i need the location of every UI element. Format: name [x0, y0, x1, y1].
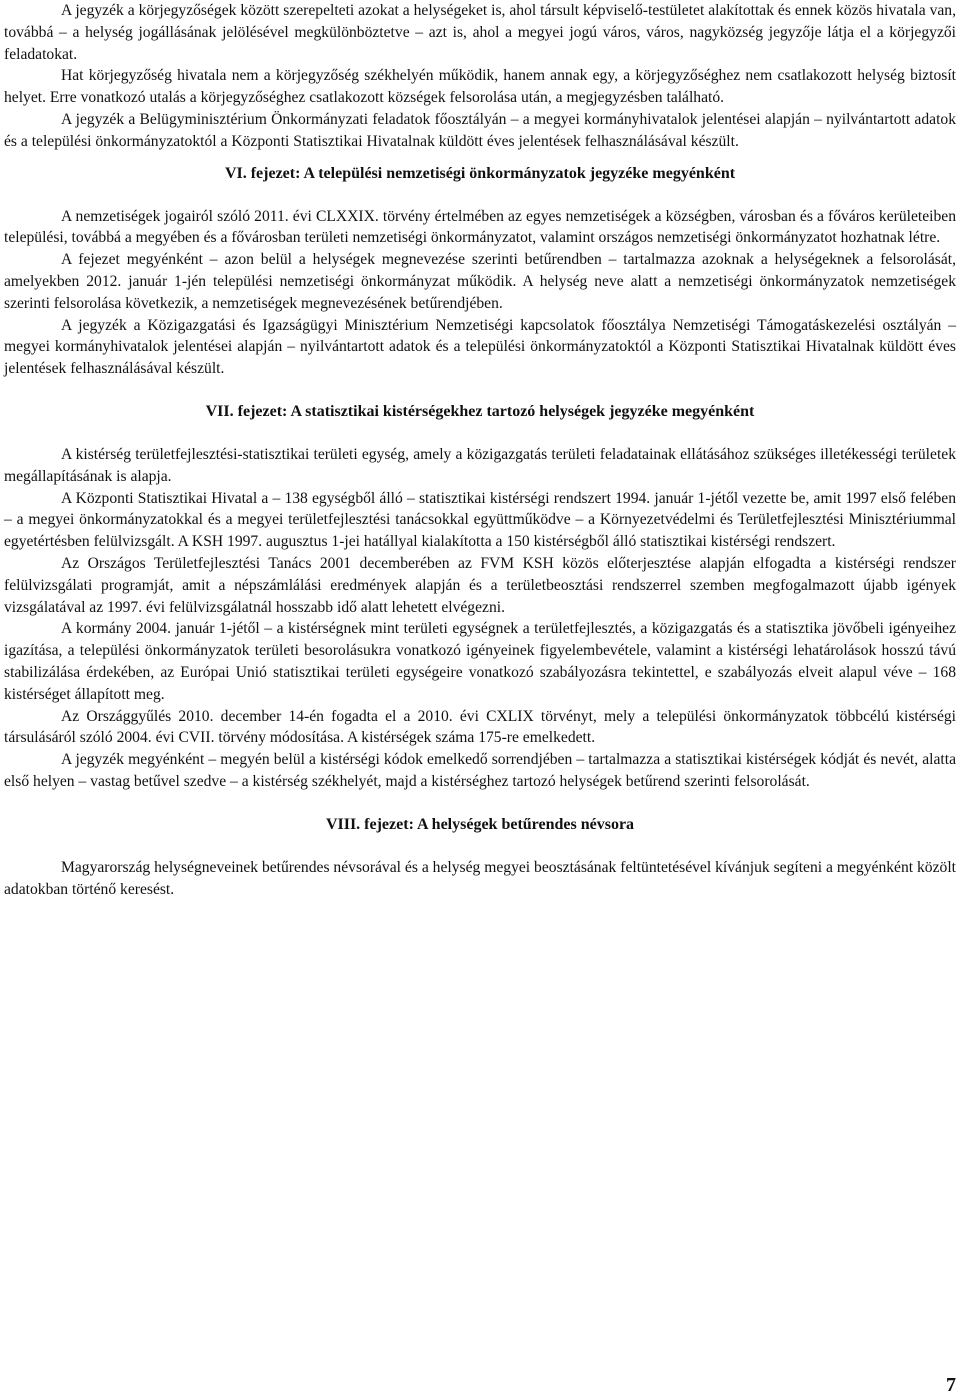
chapter-6-paragraph: A jegyzék a Közigazgatási és Igazságügyi Minisztérium Nemzetiségi kapcsolatok főosztálya Nemzetiségi Támogatáskezelési osztályán – megyei kormányhivatalok jelentései alapján – nyilvántartott adatok és a települési önkormányzatoktól a Központi Statisztikai Hivatalnak küldött éves jelentések felhasználásával készült.	[4, 316, 956, 378]
chapter-6-paragraph: A nemzetiségek jogairól szóló 2011. évi CLXXIX. törvény értelmében az egyes nemzetiségek a községben, városban és a főváros kerületeiben települési, továbbá a megyében és a fővárosban területi nemzetiségi önkormányzatot, valamint országos nemzetiségi önkormányzatot hozhatnak létre.	[4, 207, 956, 247]
chapter-7-paragraph: A Központi Statisztikai Hivatal a – 138 egységből álló – statisztikai kistérségi rendszert 1994. január 1-jétől vezette be, amit 1997 első felében – a megyei önkormányzatokkal és a megyei területfejlesztési tanácsokkal együttműködve – a Környezetvédelmi és Területfejlesztési Minisztériummal egyetértésben felülvizsgált. A KSH 1997. augusztus 1-jei hatállyal kialakította a 150 kistérségből álló statisztikai kistérségi rendszert.	[4, 489, 956, 551]
chapter-7-paragraph: Az Országos Területfejlesztési Tanács 2001 decemberében az FVM KSH közös előterjesztése alapján elfogadta a kistérségi rendszer felülvizsgálati programját, amit a népszámlálási eredmények alapján és a területbeosztási rendszerrel szemben megfogalmazott újabb igények vizsgálatával az 1997. évi felülvizsgálatnál hosszabb idő alatt lehetett elvégezni.	[4, 554, 956, 616]
chapter-7-paragraph: A kistérség területfejlesztési-statisztikai területi egység, amely a közigazgatás területi feladatainak ellátásához szükséges illetékességi területek megállapításának is alapja.	[4, 445, 956, 485]
chapter-6-paragraph: A fejezet megyénként – azon belül a helységek megnevezése szerinti betűrendben – tartalmazza azoknak a helységeknek a felsorolását, amelyekben 2012. január 1-jén települési nemzetiségi önkormányzat működik. A helység neve alatt a nemzetiségi önkormányzatok nemzetiségek szerinti felsorolása következik, a nemzetiségek megnevezésének betűrendjében.	[4, 251, 956, 312]
chapter-7-paragraph: Az Országgyűlés 2010. december 14-én fogadta el a 2010. évi CXLIX törvényt, mely a települési önkormányzatok többcélú kistérségi társulásáról szóló 2004. évi CVII. törvény módosítása. A kistérségek száma 175-re emelkedett.	[4, 707, 956, 747]
intro-paragraph: Hat körjegyzőség hivatala nem a körjegyzőség székhelyén működik, hanem annak egy, a körjegyzőséghez nem csatlakozott helység biztosít helyet. Erre vonatkozó utalás a körjegyzőséghez csatlakozott községek felsorolása után, a megjegyzésben található.	[4, 67, 956, 107]
chapter-8-heading: VIII. fejezet: A helységek betűrendes névsora	[325, 815, 635, 833]
chapter-7-paragraph: A kormány 2004. január 1-jétől – a kistérségnek mint területi egységnek a területfejlesztés, a közigazgatás és a statisztika jövőbeli igényeihez igazítása, a települési önkormányzatok területi besorolásukra vonatkozó igényeinek figyelembevétele, valamint a kistérségi lehatárolások hosszú távú stabilizálása érdekében, az Európai Unió statisztikai területi egységeire vonatkozó szabályozásra tekintettel, e szabályozás elveit alapul véve – 168 kistérséget állapított meg.	[4, 620, 956, 703]
chapter-7-heading: VII. fejezet: A statisztikai kistérségekhez tartozó helységek jegyzéke megyénként	[205, 402, 755, 420]
chapter-7-paragraph: A jegyzék megyénként – megyén belül a kistérségi kódok emelkedő sorrendjében – tartalmazza a statisztikai kistérségek kódját és nevét, alatta első helyen – vastag betűvel szedve – a kistérség székhelyét, majd a kistérséghez tartozó helységek betűrend szerinti felsorolását.	[4, 751, 956, 790]
page-number: 7	[946, 1374, 956, 1396]
intro-paragraph: A jegyzék a körjegyzőségek között szerepelteti azokat a helységeket is, ahol társult képviselő-testületet alakítottak és ennek közös hivatala van, továbbá – a helység jogállásának jelölésével megkülönböztetve – azt is, ahol a megyei jogú város, város, nagyközség jegyzője látja el a körjegyzői feladatokat.	[4, 2, 956, 63]
intro-paragraph: A jegyzék a Belügyminisztérium Önkormányzati feladatok főosztályán – a megyei kormányhivatalok jelentései alapján – nyilvántartott adatok és a települési önkormányzatoktól a Központi Statisztikai Hivatalnak küldött éves jelentések felhasználásával készült.	[4, 110, 956, 150]
chapter-6-heading: VI. fejezet: A települési nemzetiségi önkormányzatok jegyzéke megyénként	[224, 164, 736, 182]
document-page	[4, 0, 956, 900]
chapter-8-paragraph: Magyarország helységneveinek betűrendes névsorával és a helység megyei beosztásának feltüntetésével kívánjuk segíteni a megyénként közölt adatokban történő keresést.	[4, 858, 956, 898]
